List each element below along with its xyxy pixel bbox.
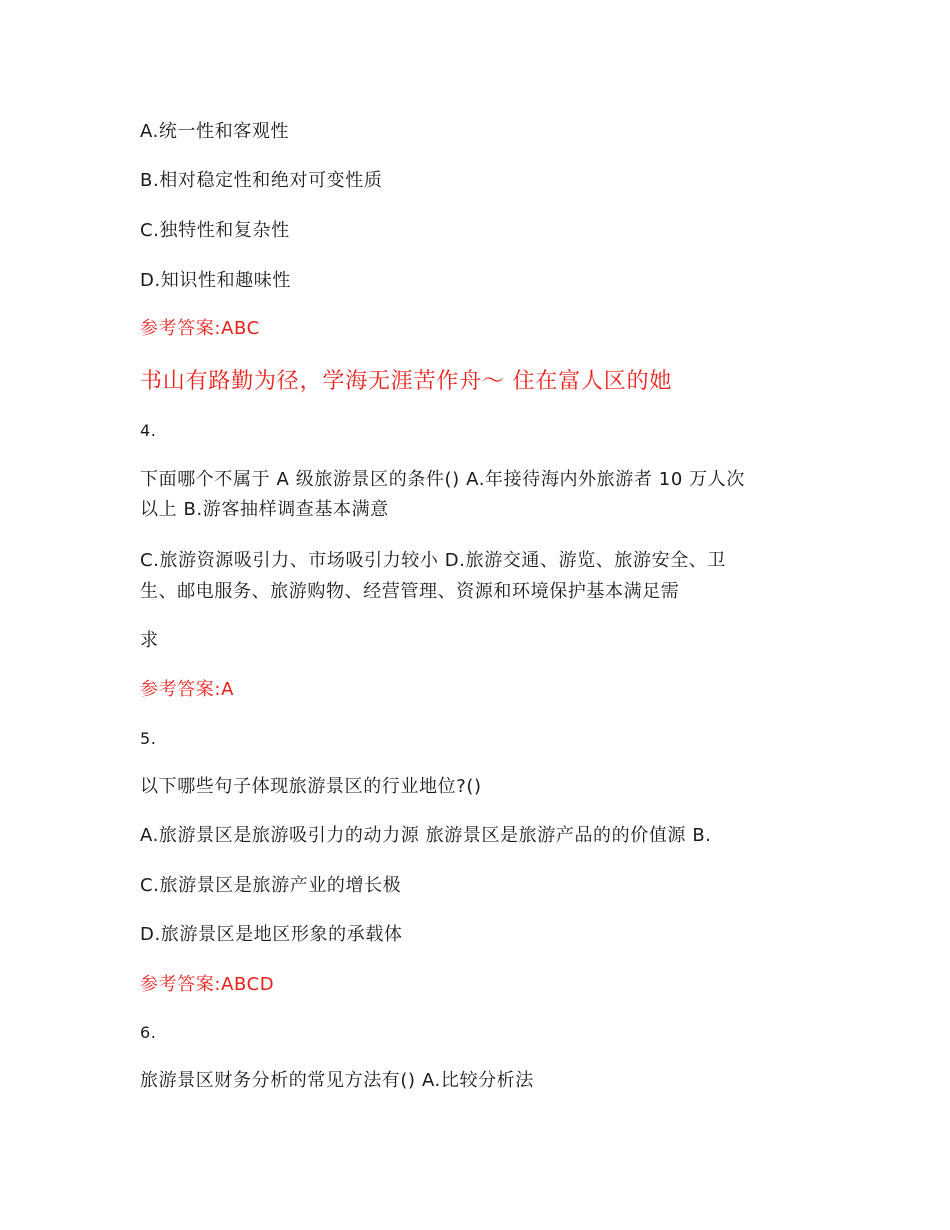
q6-number: 6. — [140, 1023, 157, 1042]
q3-option-d: D.知识性和趣味性 — [140, 270, 291, 291]
q4-answer: 参考答案:A — [140, 679, 234, 700]
q4-options-line2: 生、邮电服务、旅游购物、经营管理、资源和环境保护基本满足需 — [140, 581, 680, 602]
q5-option-d: D.旅游景区是地区形象的承载体 — [140, 924, 403, 945]
q6-stem: 旅游景区财务分析的常见方法有() A.比较分析法 — [140, 1070, 534, 1091]
q3-answer: 参考答案:ABC — [140, 318, 260, 339]
q4-options-line3: 求 — [140, 630, 159, 651]
q4-stem-line2: 以上 B.游客抽样调查基本满意 — [140, 499, 389, 520]
q4-stem-line1: 下面哪个不属于 A 级旅游景区的条件() A.年接待海内外旅游者 10 万人次 — [140, 469, 745, 490]
q3-option-a: A.统一性和客观性 — [140, 121, 290, 142]
q3-option-c: C.独特性和复杂性 — [140, 220, 290, 241]
q5-number: 5. — [140, 729, 157, 748]
q5-option-ab: A.旅游景区是旅游吸引力的动力源 旅游景区是旅游产品的的价值源 B. — [140, 825, 712, 846]
q4-options-line1: C.旅游资源吸引力、市场吸引力较小 D.旅游交通、游览、旅游安全、卫 — [140, 550, 726, 571]
q3-option-b: B.相对稳定性和绝对可变性质 — [140, 170, 383, 191]
q4-number: 4. — [140, 421, 157, 440]
motto: 书山有路勤为径，学海无涯苦作舟～ 住在富人区的她 — [140, 369, 673, 394]
q5-answer: 参考答案:ABCD — [140, 974, 275, 995]
q5-stem: 以下哪些句子体现旅游景区的行业地位?() — [140, 776, 482, 797]
q5-option-c: C.旅游景区是旅游产业的增长极 — [140, 875, 402, 896]
